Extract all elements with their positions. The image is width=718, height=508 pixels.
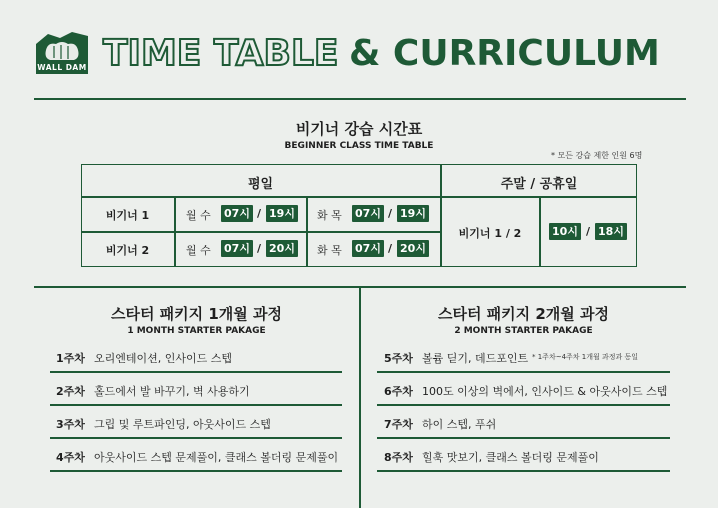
row1-a-slash: /	[257, 207, 262, 220]
pkg1-week-3-text: 그립 및 루트파인딩, 아웃사이드 스텝	[94, 418, 271, 431]
row-label-beginner-2: 비기너 2	[105, 244, 150, 257]
row1-b-start: 07시	[352, 205, 384, 222]
wall-dam-logo	[34, 30, 90, 76]
weekday-row-line	[81, 231, 440, 233]
row2-days-a: 월 수	[186, 244, 211, 257]
weekend-col-line	[539, 197, 541, 267]
beginner-title: 비기너 강습 시간표	[295, 120, 423, 138]
row1-b-end: 19시	[397, 205, 429, 222]
label-col-line	[174, 197, 176, 267]
row1-days-a: 월 수	[186, 209, 211, 222]
pkg1-line-2	[50, 404, 342, 406]
row2-b-slash: /	[388, 242, 393, 255]
logo-text: WALL DAM	[37, 63, 87, 72]
title-time-table: TIME TABLE	[103, 33, 339, 74]
pkg1-week-2-text: 홀드에서 발 바꾸기, 벽 사용하기	[94, 385, 250, 398]
row2-days-b: 화 목	[317, 244, 342, 257]
pkg1-week-4-text: 아웃사이드 스텝 문제풀이, 클래스 볼더링 문제풀이	[94, 451, 339, 464]
weekday-header: 평일	[247, 177, 274, 192]
pkg1-title: 스타터 패키지 1개월 과정	[110, 305, 282, 323]
row2-b-end: 20시	[397, 240, 429, 257]
pkg1-week-1: 1주차	[56, 352, 85, 365]
weekend-end: 18시	[595, 223, 627, 240]
weekend-header: 주말 / 공휴일	[500, 177, 578, 192]
table-header-line	[81, 196, 637, 198]
pkg1-line-1	[50, 371, 342, 373]
row2-a-start: 07시	[221, 240, 253, 257]
weekend-start: 10시	[549, 223, 581, 240]
row2-a-end: 20시	[266, 240, 298, 257]
row1-a-start: 07시	[221, 205, 253, 222]
row1-b-slash: /	[388, 207, 393, 220]
pkg1-week-4: 4주차	[56, 451, 85, 464]
pkg2-week-8-text: 힐훅 맛보기, 클래스 볼더링 문제풀이	[422, 451, 599, 464]
pkg2-title: 스타터 패키지 2개월 과정	[437, 305, 609, 323]
weekend-slash: /	[586, 225, 591, 238]
pkg2-subtitle: 2 MONTH STARTER PAKAGE	[454, 326, 593, 336]
pkg2-week-5-text: 볼륨 딛기, 데드포인트	[422, 352, 529, 365]
pkg2-week-5: 5주차	[384, 352, 413, 365]
pkg2-line-3	[377, 437, 670, 439]
pkg1-line-4	[50, 470, 342, 472]
beginner-subtitle: BEGINNER CLASS TIME TABLE	[284, 141, 434, 151]
pkg2-week-8: 8주차	[384, 451, 413, 464]
pkg2-line-4	[377, 470, 670, 472]
pkg1-week-2: 2주차	[56, 385, 85, 398]
pkg2-week-6-text: 100도 이상의 벽에서, 인사이드 & 아웃사이드 스텝	[422, 385, 668, 398]
pkg2-week-6: 6주차	[384, 385, 413, 398]
pkg2-week-7-text: 하이 스텝, 푸쉬	[422, 418, 497, 431]
header-rule	[34, 98, 686, 100]
row1-days-b: 화 목	[317, 209, 342, 222]
title-curriculum: & CURRICULUM	[349, 33, 660, 74]
pkg1-subtitle: 1 MONTH STARTER PAKAGE	[127, 326, 266, 336]
pkg1-week-1-text: 오리엔테이션, 인사이드 스텝	[94, 352, 233, 365]
row2-a-slash: /	[257, 242, 262, 255]
pkg1-line-3	[50, 437, 342, 439]
capacity-note: * 모든 강습 제한 인원 6명	[551, 151, 643, 160]
weekend-row-label: 비기너 1 / 2	[458, 227, 522, 240]
row2-b-start: 07시	[352, 240, 384, 257]
row1-a-end: 19시	[266, 205, 298, 222]
pkg2-week-5-note: * 1주차~4주차 1개월 과정과 동일	[532, 353, 639, 361]
pkg2-line-2	[377, 404, 670, 406]
pkg2-line-1	[377, 371, 670, 373]
pkg2-week-7: 7주차	[384, 418, 413, 431]
weekday-col-line	[306, 197, 308, 267]
pkg1-week-3: 3주차	[56, 418, 85, 431]
row-label-beginner-1: 비기너 1	[105, 209, 150, 222]
